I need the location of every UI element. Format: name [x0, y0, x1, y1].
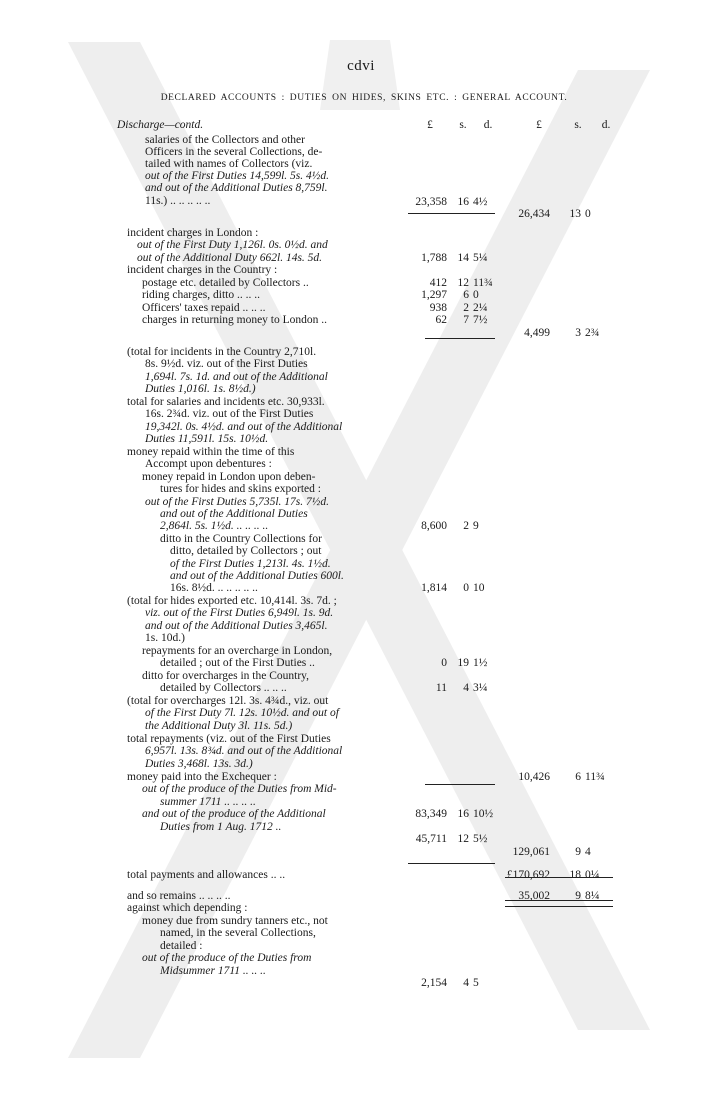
amount-pence: 3¼ [473, 682, 488, 694]
account-line: total repayments (viz. out of the First Duties [127, 733, 331, 745]
account-line: Officers' taxes repaid .. .. .. [142, 302, 266, 314]
amount-shillings: 4 [463, 682, 469, 694]
account-line: Duties 11,591l. 15s. 10½d. [145, 433, 269, 445]
account-line: (total for incidents in the Country 2,710l. [127, 346, 317, 358]
header-pence-right: d. [601, 119, 611, 131]
account-line: out of the First Duty 1,126l. 0s. 0½d. and [137, 239, 328, 251]
account-line: 6,957l. 13s. 8¾d. and out of the Additional [145, 745, 343, 757]
amount-pounds: £170,692 [506, 869, 550, 881]
account-line: 1s. 10d.) [145, 632, 185, 644]
amount-pence: 10½ [473, 808, 494, 820]
rule [505, 877, 613, 878]
amount-shillings: 13 [569, 208, 581, 220]
account-line: viz. out of the First Duties 6,949l. 1s. 9d. [145, 607, 334, 619]
header-shillings-right: s. [574, 119, 582, 131]
account-line: ditto in the Country Collections for [160, 533, 322, 545]
amount-pence: 11¾ [585, 771, 605, 783]
amount-shillings: 6 [575, 771, 581, 783]
amount-pounds: 11 [435, 682, 447, 694]
amount-pence: 0 [585, 208, 591, 220]
rule [505, 906, 613, 907]
rule [425, 338, 495, 339]
amount-pence: 4½ [473, 196, 488, 208]
amount-pounds: 2,154 [421, 977, 447, 989]
rule [408, 213, 495, 214]
account-line: money due from sundry tanners etc., not [142, 915, 328, 927]
rule [425, 784, 495, 785]
account-line: Duties 1,016l. 1s. 8½d.) [145, 383, 256, 395]
amount-pence: 0¼ [585, 869, 600, 881]
account-line: total payments and allowances .. .. [127, 869, 286, 881]
amount-shillings: 0 [463, 582, 469, 594]
amount-shillings: 16 [457, 808, 469, 820]
account-line: and out of the produce of the Additional [142, 808, 326, 820]
account-line: Officers in the several Collections, de- [145, 146, 323, 158]
amount-shillings: 9 [575, 846, 581, 858]
amount-pounds: 1,788 [421, 252, 447, 264]
amount-shillings: 18 [569, 869, 581, 881]
amount-pounds: 412 [429, 277, 447, 289]
account-line: 1,694l. 7s. 1d. and out of the Additional [145, 371, 328, 383]
account-line: and so remains .. .. .. .. [127, 890, 231, 902]
amount-pounds: 129,061 [512, 846, 550, 858]
running-head: DECLARED ACCOUNTS : DUTIES ON HIDES, SKINS ETC. : GENERAL ACCOUNT. [160, 93, 568, 103]
amount-pounds: 0 [441, 657, 447, 669]
account-line: detailed ; out of the First Duties .. [160, 657, 315, 669]
account-line: total for salaries and incidents etc. 30,933l. [127, 396, 325, 408]
account-line: and out of the Additional Duties 3,465l. [145, 620, 328, 632]
account-line: (total for overcharges 12l. 3s. 4¾d., viz. out [127, 695, 329, 707]
amount-pounds: 83,349 [415, 808, 447, 820]
account-line: money repaid in London upon deben- [142, 471, 316, 483]
account-line: of the First Duty 7l. 12s. 10½d. and out of [145, 707, 339, 719]
account-line: 16s. 2¾d. viz. out of the First Duties [145, 408, 314, 420]
page-number: cdvi [347, 58, 375, 74]
amount-shillings: 16 [457, 196, 469, 208]
amount-shillings: 4 [463, 977, 469, 989]
account-line: (total for hides exported etc. 10,414l. 3s. 7d. ; [127, 595, 337, 607]
amount-shillings: 6 [463, 289, 469, 301]
account-line: out of the produce of the Duties from [142, 952, 312, 964]
amount-shillings: 9 [575, 890, 581, 902]
amount-pounds: 1,814 [421, 582, 447, 594]
amount-pounds: 26,434 [518, 208, 550, 220]
account-line: 19,342l. 0s. 4½d. and out of the Additional [145, 421, 343, 433]
account-line: ditto for overcharges in the Country, [142, 670, 310, 682]
account-line: the Additional Duty 3l. 11s. 5d.) [145, 720, 293, 732]
amount-shillings: 19 [457, 657, 469, 669]
amount-pounds: 4,499 [524, 327, 550, 339]
amount-pence: 4 [585, 846, 591, 858]
rule [408, 863, 495, 864]
amount-pounds: 938 [429, 302, 447, 314]
amount-shillings: 12 [457, 277, 469, 289]
account-line: named, in the several Collections, [160, 927, 316, 939]
account-line: salaries of the Collectors and other [145, 134, 305, 146]
amount-pence: 5¼ [473, 252, 488, 264]
amount-pence: 5½ [473, 833, 488, 845]
amount-pence: 2¾ [585, 327, 600, 339]
amount-pence: 10 [473, 582, 485, 594]
account-line: out of the produce of the Duties from Mid- [142, 783, 337, 795]
amount-pence: 11¾ [473, 277, 493, 289]
amount-pence: 9 [473, 520, 479, 532]
account-line: charges in returning money to London .. [142, 314, 328, 326]
account-line: money paid into the Exchequer : [127, 771, 277, 783]
account-line: Duties from 1 Aug. 1712 .. [160, 821, 282, 833]
account-line: ditto, detailed by Collectors ; out [170, 545, 322, 557]
amount-pounds: 10,426 [518, 771, 550, 783]
account-line: Duties 3,468l. 13s. 3d.) [145, 758, 253, 770]
account-line: 2,864l. 5s. 1½d. .. .. .. .. [160, 520, 269, 532]
rule [505, 900, 613, 901]
account-line: and out of the Additional Duties 8,759l. [145, 182, 328, 194]
amount-shillings: 12 [457, 833, 469, 845]
account-line: 11s.) .. .. .. .. .. [145, 195, 211, 207]
account-line: Midsummer 1711 .. .. .. [160, 965, 266, 977]
account-line: detailed by Collectors .. .. .. [160, 682, 287, 694]
account-line: tures for hides and skins exported : [160, 483, 321, 495]
amount-pence: 1½ [473, 657, 488, 669]
account-line: repayments for an overcharge in London, [142, 645, 333, 657]
header-shillings-left: s. [459, 119, 467, 131]
amount-pounds: 45,711 [415, 833, 447, 845]
header-pounds-right: £ [536, 119, 542, 131]
account-line: and out of the Additional Duties [160, 508, 308, 520]
amount-shillings: 14 [457, 252, 469, 264]
amount-pence: 8¼ [585, 890, 600, 902]
amount-pence: 0 [473, 289, 479, 301]
account-line: summer 1711 .. .. .. .. [160, 796, 256, 808]
amount-pence: 7½ [473, 314, 488, 326]
amount-pounds: 62 [435, 314, 447, 326]
amount-pounds: 35,002 [518, 890, 550, 902]
account-line: of the First Duties 1,213l. 4s. 1½d. [170, 558, 331, 570]
header-pence-left: d. [483, 119, 493, 131]
account-line: 16s. 8½d. .. .. .. .. .. [170, 582, 258, 594]
account-line: money repaid within the time of this [127, 446, 295, 458]
amount-shillings: 7 [463, 314, 469, 326]
account-line: and out of the Additional Duties 600l. [170, 570, 344, 582]
account-line: against which depending : [127, 902, 248, 914]
amount-pence: 2¼ [473, 302, 488, 314]
account-line: detailed : [160, 940, 203, 952]
amount-pounds: 8,600 [421, 520, 447, 532]
account-line: out of the First Duties 5,735l. 17s. 7½d. [145, 496, 329, 508]
column-headers [0, 119, 722, 133]
account-line: 8s. 9½d. viz. out of the First Duties [145, 358, 308, 370]
amount-shillings: 3 [575, 327, 581, 339]
account-line: tailed with names of Collectors (viz. [145, 158, 313, 170]
account-line: out of the First Duties 14,599l. 5s. 4½d. [145, 170, 329, 182]
account-line: incident charges in the Country : [127, 264, 278, 276]
amount-shillings: 2 [463, 302, 469, 314]
amount-pence: 5 [473, 977, 479, 989]
account-line: Accompt upon debentures : [145, 458, 272, 470]
account-line: incident charges in London : [127, 227, 259, 239]
amount-pounds: 1,297 [421, 289, 447, 301]
section-label: Discharge—contd. [117, 119, 204, 131]
account-line: riding charges, ditto .. .. .. [142, 289, 260, 301]
amount-shillings: 2 [463, 520, 469, 532]
account-line: postage etc. detailed by Collectors .. [142, 277, 309, 289]
amount-pounds: 23,358 [415, 196, 447, 208]
header-pounds-left: £ [427, 119, 433, 131]
account-line: out of the Additional Duty 662l. 14s. 5d. [137, 252, 323, 264]
